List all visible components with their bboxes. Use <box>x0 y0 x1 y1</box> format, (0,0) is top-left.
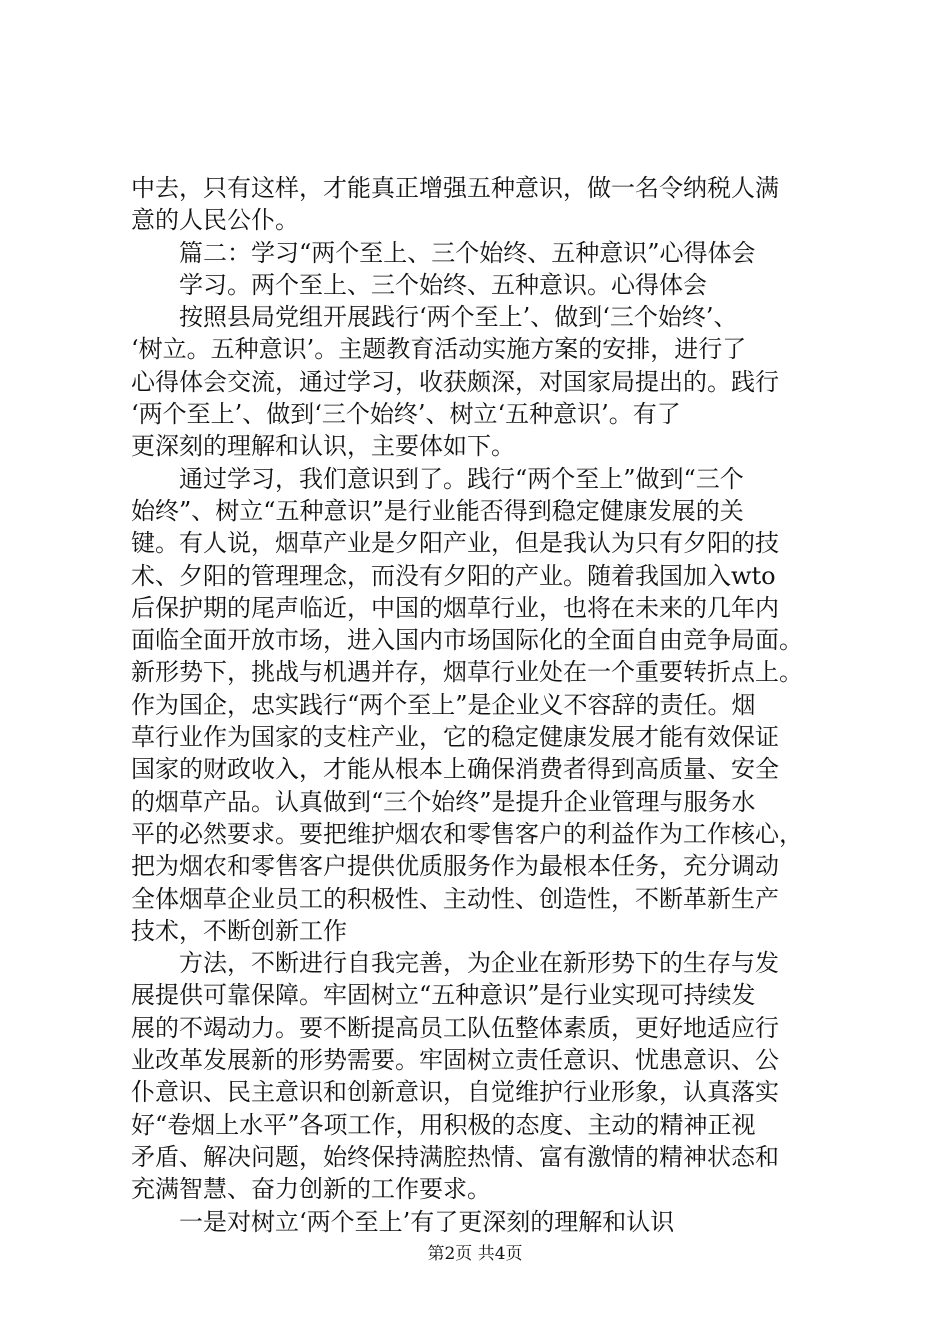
paragraph-line: ‘树立。五种意识’。主题教育活动实施方案的安排，进行了 <box>131 335 747 364</box>
paragraph-line: ‘两个至上’、做到‘三个始终’、树立‘五种意识’。有了 <box>131 400 681 429</box>
paragraph-line: 矛盾、解决问题，始终保持满腔热情、富有激情的精神状态和 <box>131 1142 779 1171</box>
paragraph-line: 新形势下，挑战与机遇并存，烟草行业处在一个重要转折点上。 <box>131 658 803 687</box>
paragraph-line: 草行业作为国家的支柱产业，它的稳定健康发展才能有效保证 <box>131 723 779 752</box>
paragraph-line: 展的不竭动力。要不断提高员工队伍整体素质，更好地适应行 <box>131 1013 779 1042</box>
paragraph-first-line: 通过学习，我们意识到了。践行“两个至上”做到“三个 <box>179 464 744 493</box>
paragraph-line: 术、夕阳的管理理念，而没有夕阳的产业。随着我国加入wto <box>131 561 776 590</box>
paragraph-line: 国家的财政收入，才能从根本上确保消费者得到高质量、安全 <box>131 755 779 784</box>
paragraph-line: 意的人民公仆。 <box>131 206 299 235</box>
page-footer: 第2页 共4页 <box>427 1244 523 1264</box>
paragraph-line: 展提供可靠保障。牢固树立“五种意识”是行业实现可持续发 <box>131 981 756 1010</box>
paragraph-first-line: 按照县局党组开展践行‘两个至上’、做到‘三个始终’、 <box>179 303 738 332</box>
paragraph-line: 心得体会交流，通过学习，收获颇深，对国家局提出的。践行 <box>131 367 779 396</box>
paragraph-line: 仆意识、民主意识和创新意识，自觉维护行业形象，认真落实 <box>131 1078 779 1107</box>
paragraph-line: 面临全面开放市场，进入国内市场国际化的全面自由竞争局面。 <box>131 626 803 655</box>
paragraph-first-line: 篇二：学习“两个至上、三个始终、五种意识”心得体会 <box>179 238 756 267</box>
paragraph-line: 技术，不断创新工作 <box>131 916 347 945</box>
paragraph-line: 把为烟农和零售客户提供优质服务作为最根本任务，充分调动 <box>131 852 779 881</box>
paragraph-line: 更深刻的理解和认识，主要体如下。 <box>131 432 515 461</box>
paragraph-first-line: 一是对树立‘两个至上’有了更深刻的理解和认识 <box>179 1207 675 1236</box>
paragraph-line: 充满智慧、奋力创新的工作要求。 <box>131 1175 491 1204</box>
paragraph-line: 的烟草产品。认真做到“三个始终”是提升企业管理与服务水 <box>131 787 756 816</box>
paragraph-line: 键。有人说，烟草产业是夕阳产业，但是我认为只有夕阳的技 <box>131 529 779 558</box>
paragraph-line: 好“卷烟上水平”各项工作，用积极的态度、主动的精神正视 <box>131 1110 756 1139</box>
paragraph-line: 始终”、树立“五种意识”是行业能否得到稳定健康发展的关 <box>131 496 744 525</box>
document-body <box>131 172 831 1238</box>
paragraph-line: 全体烟草企业员工的积极性、主动性、创造性，不断革新生产 <box>131 884 779 913</box>
paragraph-line: 后保护期的尾声临近，中国的烟草行业，也将在未来的几年内 <box>131 593 779 622</box>
paragraph-first-line: 方法，不断进行自我完善，为企业在新形势下的生存与发 <box>179 949 779 978</box>
paragraph-first-line: 学习。两个至上、三个始终、五种意识。心得体会 <box>179 270 707 299</box>
paragraph-line: 作为国企，忠实践行“两个至上”是企业义不容辞的责任。烟 <box>131 690 756 719</box>
paragraph-line: 业改革发展新的形势需要。牢固树立责任意识、忧患意识、公 <box>131 1046 779 1075</box>
paragraph-line: 中去，只有这样，才能真正增强五种意识，做一名令纳税人满 <box>131 174 779 202</box>
paragraph-line: 平的必然要求。要把维护烟农和零售客户的利益作为工作核心， <box>131 819 803 848</box>
